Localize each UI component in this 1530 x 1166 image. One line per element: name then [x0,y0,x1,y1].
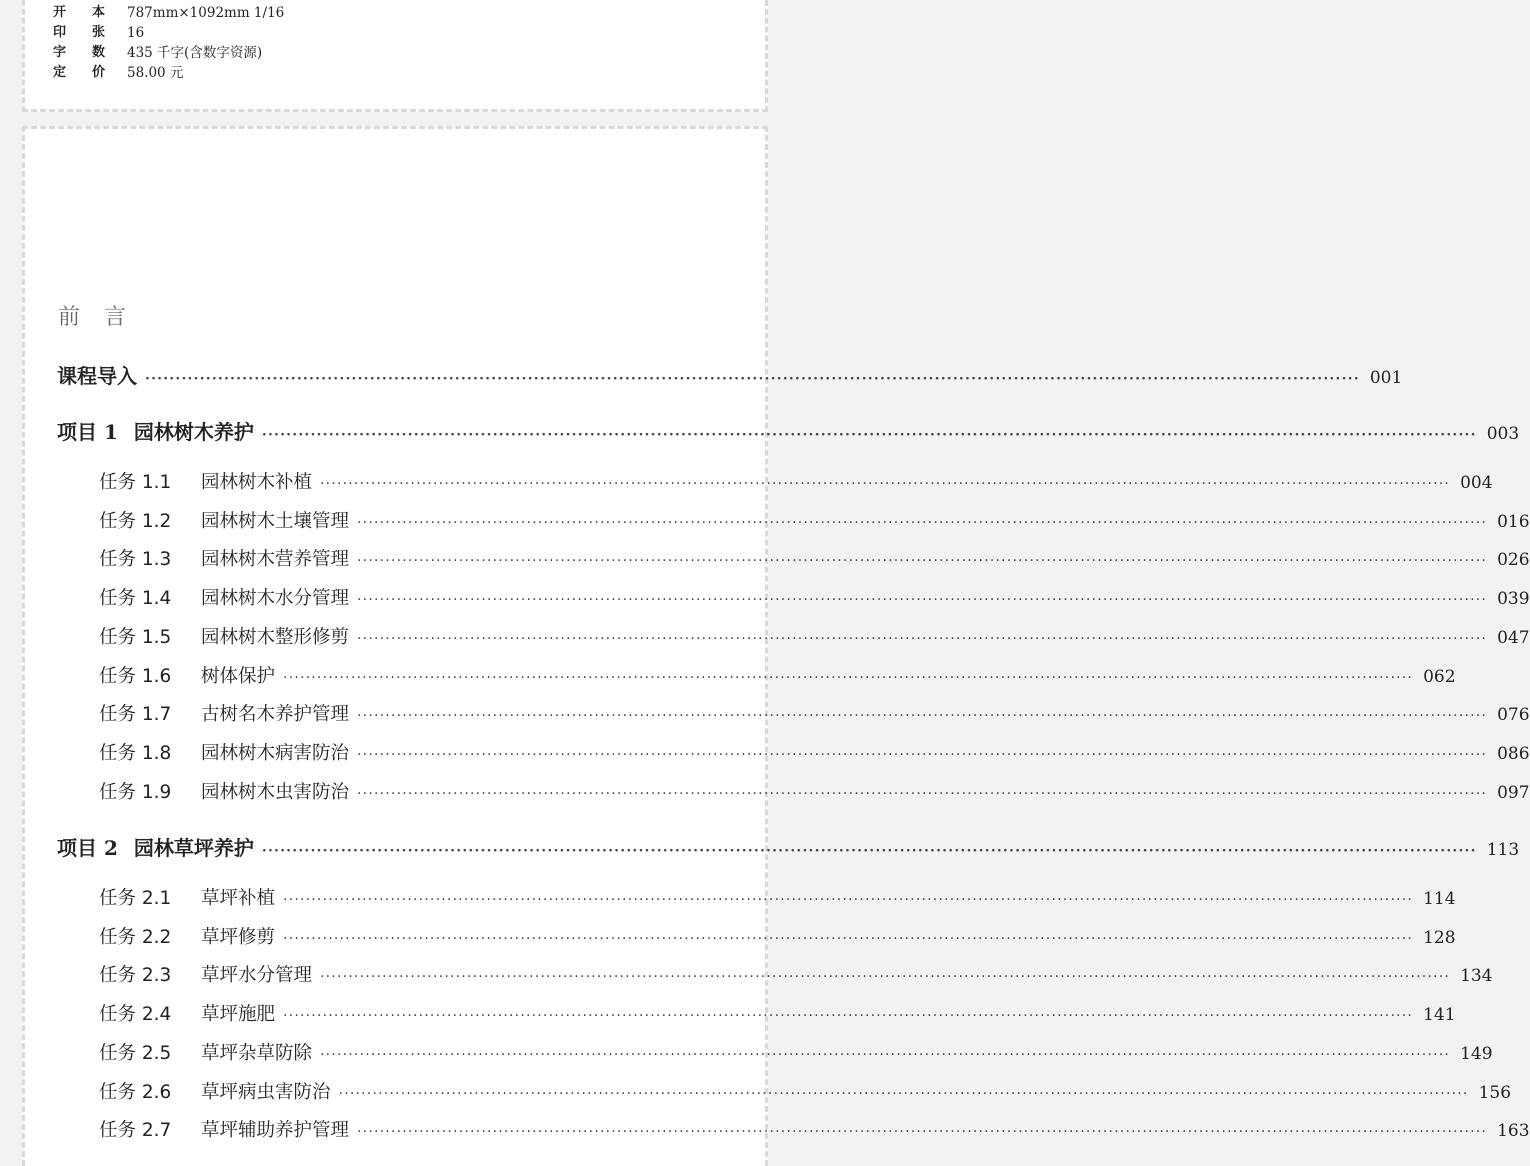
dot-leader: ········································································································································································································ [357,785,1488,802]
toc-task-code: 任务 2.7 [99,1120,172,1142]
toc-task-title: 草坪施肥 [201,1004,276,1026]
toc-project-title: 园林草坪养护 [133,836,254,860]
toc-project-number: 项目 1 [57,420,118,444]
toc-task-title: 古树名木养护管理 [201,704,350,726]
dot-leader: ········································································································································································································ [320,476,1451,492]
toc-task-code: 任务 1.2 [99,510,172,532]
imprint-label-char: 印 [53,25,67,40]
imprint-value: 787mm×1092mm 1/16 [127,5,285,21]
toc-project-number: 项目 2 [57,836,118,860]
toc-task-code: 任务 1.3 [99,549,172,571]
toc-task[interactable] [99,1039,1493,1065]
toc-task[interactable] [99,507,1530,533]
toc-task[interactable] [99,884,1456,910]
toc-task-code: 任务 2.1 [99,888,172,909]
toc-task[interactable] [99,1078,1512,1104]
toc-page-number: 097 [1497,782,1530,803]
imprint-panel [22,0,768,112]
toc-task-code: 任务 1.1 [99,472,172,493]
toc-task[interactable] [99,545,1530,571]
toc-task[interactable] [99,700,1530,726]
toc-project-title: 园林树木养护 [133,420,254,444]
imprint-value: 58.00 元 [127,65,184,81]
dot-leader: ········································································································································································································ [261,843,1477,859]
toc-task[interactable] [99,961,1493,987]
toc-page-number: 114 [1423,889,1456,909]
dot-leader: ········································································································································································································ [283,669,1414,686]
toc-task-title: 园林树木补植 [201,472,313,493]
toc-task[interactable] [99,584,1530,610]
toc-page-number: 016 [1497,511,1530,532]
toc-page-number: 128 [1423,927,1456,948]
imprint-value: 16 [127,25,145,41]
toc-task-title: 草坪杂草防除 [201,1042,313,1064]
toc-task-code: 任务 2.3 [99,965,172,987]
toc-page-number: 134 [1460,966,1493,987]
toc-task[interactable] [99,468,1493,494]
toc-page-number: 163 [1497,1121,1530,1142]
dot-leader: ········································································································································································································ [357,630,1488,647]
dot-leader: ········································································································································································································ [145,371,1360,387]
toc-task[interactable] [99,1000,1456,1026]
toc-task[interactable] [99,1116,1530,1142]
toc-page-number: 141 [1423,1005,1456,1026]
imprint-row-price [53,62,183,84]
imprint-label-char: 价 [91,65,105,80]
toc-intro[interactable] [57,360,1403,389]
toc-task-code: 任务 1.6 [99,665,172,687]
dot-leader: ········································································································································································································ [283,892,1414,908]
toc-task-title: 草坪辅助养护管理 [201,1120,350,1142]
imprint-label-char: 张 [91,25,105,40]
toc-task[interactable] [99,739,1530,765]
dot-leader: ········································································································································································································ [283,930,1414,947]
toc-intro-title: 课程导入 [57,364,137,388]
imprint-label-char: 定 [53,65,67,80]
imprint-label-char: 开 [53,5,67,20]
toc-task[interactable] [99,623,1530,649]
toc-page-number: 001 [1369,368,1403,388]
dot-leader: ········································································································································································································ [357,1124,1488,1141]
dot-leader: ········································································································································································································ [283,1008,1414,1025]
toc-task-title: 草坪水分管理 [201,965,313,987]
toc-task[interactable] [99,662,1456,688]
toc-page-number: 003 [1486,424,1520,444]
imprint-label-char: 数 [91,45,105,60]
toc-task[interactable] [99,778,1530,804]
imprint-label-char: 字 [53,45,67,60]
dot-leader: ········································································································································································································ [338,1085,1469,1102]
dot-leader: ········································································································································································································ [261,427,1477,443]
toc-task-code: 任务 1.7 [99,704,172,726]
toc-task-title: 树体保护 [201,665,276,687]
dot-leader: ········································································································································································································ [357,708,1488,725]
toc-task-title: 园林树木病害防治 [201,742,350,764]
imprint-label-char: 本 [91,5,105,20]
toc-task-code: 任务 1.9 [99,781,172,803]
toc-task-code: 任务 2.6 [99,1081,172,1103]
toc-task-code: 任务 2.2 [99,926,172,948]
toc-project[interactable] [57,832,1520,861]
toc-preface: 前言 [58,305,151,330]
imprint-row-format [53,2,284,24]
dot-leader: ········································································································································································································ [320,1046,1451,1063]
toc-task-title: 草坪修剪 [201,926,276,948]
toc-page-number: 156 [1478,1082,1512,1103]
toc-task-code: 任务 1.4 [99,588,172,610]
toc-page-number: 086 [1497,743,1530,764]
imprint-row-sheets [53,22,144,44]
toc-page-number: 039 [1497,589,1530,610]
toc-page-number: 113 [1486,840,1520,860]
toc-task-title: 园林树木营养管理 [201,549,350,571]
toc-task-code: 任务 1.5 [99,626,172,648]
toc-page-number: 004 [1460,473,1493,493]
toc-page-number: 149 [1460,1043,1493,1064]
toc-page-number: 026 [1497,550,1530,571]
dot-leader: ········································································································································································································ [357,514,1488,531]
toc-task-code: 任务 2.4 [99,1004,172,1026]
toc-task-code: 任务 1.8 [99,742,172,764]
toc-task-title: 园林树木土壤管理 [201,510,350,532]
toc-page-number: 062 [1423,666,1456,687]
imprint-row-wordcount [53,42,262,64]
toc-task-title: 草坪补植 [201,888,276,909]
toc-task-title: 草坪病虫害防治 [201,1081,331,1103]
toc-task-title: 园林树木虫害防治 [201,781,350,803]
toc-task-title: 园林树木水分管理 [201,588,350,610]
toc-task[interactable] [99,923,1456,949]
toc-task-code: 任务 2.5 [99,1042,172,1064]
imprint-value: 435 千字(含数字资源) [127,45,263,61]
dot-leader: ········································································································································································································ [357,553,1488,570]
toc-task-title: 园林树木整形修剪 [201,626,350,648]
toc-page-number: 047 [1497,627,1530,648]
toc-project[interactable] [57,416,1520,445]
toc-page-number: 076 [1497,705,1530,726]
dot-leader: ········································································································································································································ [357,592,1488,609]
dot-leader: ········································································································································································································ [357,746,1488,763]
dot-leader: ········································································································································································································ [320,969,1451,986]
